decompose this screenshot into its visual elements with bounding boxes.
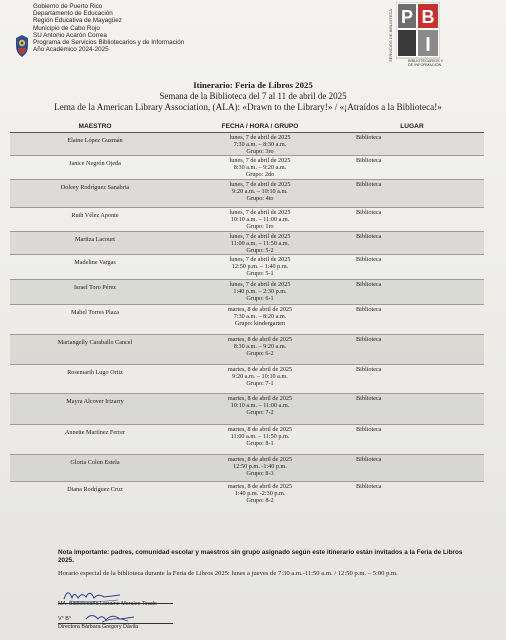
location-name: Biblioteca [356, 455, 382, 463]
teacher-cell [10, 231, 180, 254]
schedule-date: lunes, 7 de abril de 2025 [229, 209, 291, 217]
schedule-cell [180, 180, 340, 208]
teacher-name: Mabel Torres Plaza [71, 308, 119, 316]
teacher-cell [10, 364, 180, 393]
location-cell [340, 364, 484, 393]
table-row [10, 454, 484, 481]
motto: Lema de la American Library Association, (ALA): «Drawn to the Library!» / «¡Atraídos a la Biblioteca!» [54, 102, 442, 112]
logo-letter-p: P [400, 7, 414, 27]
teacher-name: Rosemarih Lugo Ortiz [67, 368, 123, 376]
schedule-date: lunes, 7 de abril de 2025 [229, 157, 291, 165]
schedule-cell [180, 254, 340, 279]
schedule-cell [180, 424, 340, 454]
schedule-cell [180, 133, 340, 156]
vb-label: V° B° [58, 616, 72, 622]
teacher-name: Diana Rodríguez Cruz [67, 485, 123, 493]
teacher-name: Israel Toro Pérez [73, 283, 117, 291]
teacher-cell [10, 133, 180, 156]
table-body [10, 133, 484, 509]
schedule-cell [180, 334, 340, 364]
location-cell [340, 231, 484, 254]
teacher-cell [10, 334, 180, 364]
teacher-cell [10, 254, 180, 279]
table-row [10, 334, 484, 364]
schedule-group: Grupo: 2do [245, 171, 275, 179]
table-row [10, 424, 484, 454]
schedule-group: Grupo: 1ro [246, 223, 274, 231]
table-row [10, 156, 484, 180]
location-name: Biblioteca [356, 425, 382, 433]
schedule-cell [180, 231, 340, 254]
schedule-time: 9:20 a.m. – 10:10 a.m. [232, 372, 288, 380]
schedule-time: 11:00 a.m. – 11:50 p.m. [230, 432, 290, 440]
schedule-date: martes, 8 de abril de 2025 [227, 482, 293, 490]
page-title: Itinerario: Feria de Libros 2025 [193, 80, 313, 90]
itinerary-table [10, 122, 484, 508]
logo-side-text: SERVICIOS DE BIBLIOTECA [388, 8, 393, 62]
location-name: Biblioteca [356, 232, 382, 240]
agency-header [33, 3, 184, 53]
location-name: Biblioteca [356, 255, 382, 263]
schedule-cell [180, 364, 340, 393]
schedule-group: Grupo: 5-2 [246, 246, 274, 254]
schedule-group: Grupo: 6-1 [246, 295, 274, 303]
teacher-name: Ruth Vélez Aponte [71, 212, 119, 220]
location-name: Biblioteca [356, 181, 382, 189]
location-cell [340, 393, 484, 424]
table-row [10, 133, 484, 156]
location-cell [340, 254, 484, 279]
schedule-time: 8:30 a.m. – 9:20 a.m. [233, 342, 287, 350]
teacher-cell [10, 454, 180, 481]
schedule-group: Grupo: 3ro [246, 148, 274, 156]
location-cell [340, 133, 484, 156]
schedule-cell [180, 208, 340, 231]
schedule-date: martes, 8 de abril de 2025 [227, 455, 293, 463]
important-note: Nota importante: padres, comunidad escolar y maestros sin grupo asignado según este itinerario están invitados a la Feria de Libros 2025. [58, 549, 463, 564]
column-header-fecha: FECHA / HORA / GRUPO [180, 122, 340, 133]
column-header-lugar: LUGAR [340, 122, 484, 133]
schedule-group: Grupo: 5-1 [246, 270, 274, 278]
schedule-time: 12:50 p.m. – 1:40 p.m. [231, 262, 289, 270]
schedule-time: 8:30 a.m. – 9:20 a.m. [233, 164, 287, 172]
schedule-group: Grupo: 8-1 [246, 440, 274, 448]
location-name: Biblioteca [356, 482, 382, 490]
location-name: Biblioteca [356, 365, 382, 373]
schedule-group: Grupo: 8-3 [246, 470, 274, 478]
teacher-name: Maritza Lacourt [74, 235, 116, 243]
teacher-name: Mariangelly Caraballo Cancel [57, 338, 133, 346]
agency-line: Programa de Servicios Bibliotecarios y de Información [33, 39, 185, 47]
teacher-name: Mayra Alcover Irizarry [66, 397, 124, 405]
table-row [10, 481, 484, 508]
schedule-time: 10:10 a.m. – 11:00 a.m. [230, 216, 290, 224]
teacher-cell [10, 304, 180, 334]
location-cell [340, 180, 484, 208]
column-header-maestro: MAESTRO [10, 122, 180, 133]
teacher-cell [10, 481, 180, 508]
location-cell [340, 481, 484, 508]
schedule-group: Grupo: 8-2 [246, 497, 274, 505]
teacher-cell [10, 424, 180, 454]
schedule-cell [180, 481, 340, 508]
schedule-cell [180, 279, 340, 304]
schedule-cell [180, 393, 340, 424]
special-hours: Horario especial de la biblioteca durante la Feria de Libros 2025: lunes a jueves de 7:30 a.m.-11:50 a.m. / 12:50 p.m. – 5:00 p.m. [58, 570, 398, 577]
location-cell [340, 334, 484, 364]
schedule-time: 12:50 p.m. -1:40 p.m. [233, 462, 287, 470]
location-cell [340, 156, 484, 180]
schedule-date: lunes, 7 de abril de 2025 [229, 134, 291, 141]
schedule-date: lunes, 7 de abril de 2025 [229, 181, 291, 189]
location-cell [340, 424, 484, 454]
location-name: Biblioteca [356, 134, 382, 141]
location-cell [340, 454, 484, 481]
agency-line: SU Antonio Acarón Correa [33, 31, 107, 39]
schedule-cell [180, 304, 340, 334]
teacher-name: Madeline Vargas [74, 258, 116, 266]
teacher-name: Janice Negrón Ojeda [69, 160, 121, 168]
table-row [10, 208, 484, 231]
table-row [10, 304, 484, 334]
teacher-name: Elaine López Guzmán [67, 137, 123, 144]
schedule-date: martes, 8 de abril de 2025 [227, 425, 293, 433]
education-seal-icon [14, 34, 30, 58]
schedule-group: Grupo: 6-2 [246, 350, 274, 358]
teacher-cell [10, 393, 180, 424]
location-name: Biblioteca [356, 280, 382, 288]
librarian-name: MA. Bibliotecaria Lorraine Morales Tirado [58, 601, 157, 607]
agency-line: Departamento de Educación [33, 10, 113, 18]
location-name: Biblioteca [356, 394, 382, 402]
schedule-group: Grupo: 7-1 [246, 380, 274, 388]
location-cell [340, 304, 484, 334]
location-cell [340, 279, 484, 304]
schedule-date: martes, 8 de abril de 2025 [227, 365, 293, 373]
schedule-time: 7:30 a.m. – 8:20 a.m. [233, 312, 287, 320]
schedule-date: lunes, 7 de abril de 2025 [229, 280, 291, 288]
schedule-date: lunes, 7 de abril de 2025 [229, 255, 291, 263]
schedule-date: martes, 8 de abril de 2025 [227, 335, 293, 343]
schedule-cell [180, 454, 340, 481]
logo-caption: BIBLIOTECARIOS Y DE INFORMACIÓN [408, 59, 444, 68]
location-cell [340, 208, 484, 231]
table-row [10, 254, 484, 279]
schedule-date: martes, 8 de abril de 2025 [227, 305, 293, 313]
location-name: Biblioteca [356, 209, 382, 217]
teacher-name: Doleey Rodríguez Sanabria [60, 184, 130, 192]
schedule-time: 10:10 a.m. – 11:00 a.m. [230, 401, 290, 409]
agency-line: Región Educativa de Mayagüez [33, 17, 122, 25]
schedule-group: Grupo: 4to [246, 195, 274, 203]
schedule-cell [180, 156, 340, 180]
director-name: Directora Bárbara Gregory Dávila [58, 624, 138, 630]
schedule-group: Grupo: 7-2 [246, 409, 274, 417]
agency-line: Municipio de Cabo Rojo [33, 24, 100, 32]
table-row [10, 231, 484, 254]
schedule-date: martes, 8 de abril de 2025 [227, 394, 293, 402]
teacher-name: Gloria Colon Estela [70, 458, 120, 466]
schedule-group: Grupo: kindergarten [234, 320, 286, 328]
director-signature [82, 610, 142, 624]
logo-letter-i: I [425, 34, 431, 56]
table-row [10, 393, 484, 424]
agency-line: Año Académico 2024-2025 [33, 46, 109, 54]
schedule-time: 7:30 a.m. – 8:30 a.m. [233, 141, 287, 149]
teacher-name: Annette Martínez Ferrer [64, 428, 126, 436]
table-header-row [10, 122, 484, 133]
schedule-time: 1:40 p.m. -2:30 p.m. [234, 489, 286, 497]
location-name: Biblioteca [356, 305, 382, 313]
location-name: Biblioteca [356, 335, 382, 343]
schedule-time: 11:00 a.m. – 11:50 a.m. [230, 239, 290, 247]
teacher-cell [10, 279, 180, 304]
table-row [10, 364, 484, 393]
teacher-cell [10, 180, 180, 208]
schedule-date: lunes, 7 de abril de 2025 [229, 232, 291, 240]
schedule-time: 1:40 p.m. – 2:30 p.m. [233, 287, 287, 295]
page-subtitle: Semana de la Biblioteca del 7 al 11 de abril de 2025 [159, 91, 347, 101]
teacher-cell [10, 208, 180, 231]
agency-line: Gobierno de Puerto Rico [33, 3, 103, 10]
table-row [10, 180, 484, 208]
table-row [10, 279, 484, 304]
schedule-time: 9:20 a.m. – 10:10 a.m. [232, 188, 288, 196]
teacher-cell [10, 156, 180, 180]
logo-letter-b: B [421, 7, 435, 27]
location-name: Biblioteca [356, 157, 382, 165]
